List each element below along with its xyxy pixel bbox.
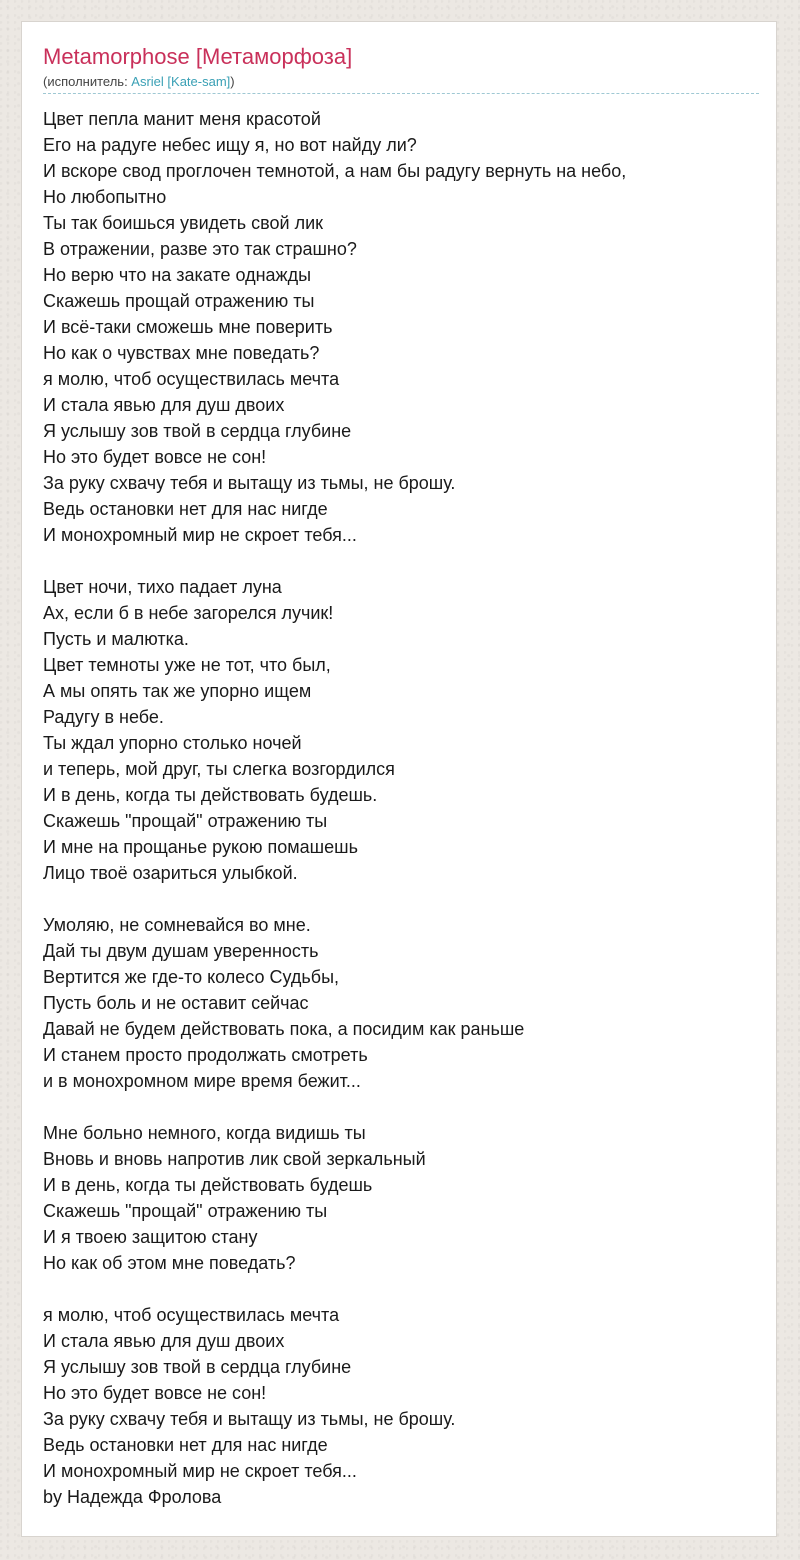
lyrics-line: Я услышу зов твой в сердца глубине (43, 421, 352, 441)
lyrics-stanza (43, 106, 759, 548)
lyrics-line: Но это будет вовсе не сон! (43, 1383, 267, 1403)
lyrics-stanza (43, 912, 759, 1094)
lyrics-line: Лицо твоё озариться улыбкой. (43, 863, 298, 883)
lyrics-line: И стала явью для душ двоих (43, 1331, 285, 1351)
lyrics-line: И в день, когда ты действовать будешь (43, 1175, 373, 1195)
lyrics-line: И вскоре свод проглочен темнотой, а нам бы радугу вернуть на небо, (43, 161, 627, 181)
lyrics-line: Скажешь "прощай" отражению ты (43, 811, 328, 831)
artist-link[interactable]: Asriel [Kate-sam] (131, 74, 231, 89)
lyrics-line: Ведь остановки нет для нас нигде (43, 1435, 328, 1455)
lyrics-line: И монохромный мир не скроет тебя... (43, 1461, 357, 1481)
lyrics-body (43, 106, 759, 1510)
lyrics-stanza (43, 1302, 759, 1510)
lyrics-line: Но любопытно (43, 187, 167, 207)
lyrics-line: Ведь остановки нет для нас нигде (43, 499, 328, 519)
lyrics-line: я молю, чтоб осуществилась мечта (43, 1305, 340, 1325)
lyrics-stanza (43, 1120, 759, 1276)
lyrics-line: Цвет темноты уже не тот, что был, (43, 655, 331, 675)
artist-line (43, 74, 235, 90)
lyrics-line: и в монохромном мире время бежит... (43, 1071, 361, 1091)
lyrics-line: И стала явью для душ двоих (43, 395, 285, 415)
lyrics-line: Цвет ночи, тихо падает луна (43, 577, 282, 597)
lyrics-line: Но верю что на закате однажды (43, 265, 312, 285)
lyrics-line: Цвет пепла манит меня красотой (43, 109, 321, 129)
lyrics-line: Ты так боишься увидеть свой лик (43, 213, 324, 233)
lyrics-line: Радугу в небе. (43, 707, 164, 727)
artist-prefix: (исполнитель: (43, 74, 132, 89)
lyrics-line: by Надежда Фролова (43, 1487, 222, 1507)
lyrics-line: За руку схвачу тебя и вытащу из тьмы, не брошу. (43, 473, 456, 493)
lyrics-card (21, 21, 777, 1537)
lyrics-stanza (43, 574, 759, 886)
lyrics-line: Давай не будем действовать пока, а посидим как раньше (43, 1019, 525, 1039)
lyrics-line: И в день, когда ты действовать будешь. (43, 785, 378, 805)
lyrics-line: Пусть боль и не оставит сейчас (43, 993, 309, 1013)
lyrics-line: Я услышу зов твой в сердца глубине (43, 1357, 352, 1377)
lyrics-line: Но это будет вовсе не сон! (43, 447, 267, 467)
lyrics-line: И мне на прощанье рукою помашешь (43, 837, 358, 857)
lyrics-line: За руку схвачу тебя и вытащу из тьмы, не брошу. (43, 1409, 456, 1429)
lyrics-line: И станем просто продолжать смотреть (43, 1045, 368, 1065)
lyrics-line: И монохромный мир не скроет тебя... (43, 525, 357, 545)
lyrics-line: Ты ждал упорно столько ночей (43, 733, 302, 753)
dashed-divider (43, 93, 759, 94)
artist-suffix: ) (230, 74, 235, 89)
lyrics-line: Ах, если б в небе загорелся лучик! (43, 603, 334, 623)
lyrics-line: Но как об этом мне поведать? (43, 1253, 296, 1273)
lyrics-line: Вновь и вновь напротив лик свой зеркальный (43, 1149, 426, 1169)
lyrics-line: Умоляю, не сомневайся во мне. (43, 915, 311, 935)
lyrics-line: Скажешь прощай отражению ты (43, 291, 315, 311)
lyrics-line: Пусть и малютка. (43, 629, 189, 649)
lyrics-line: В отражении, разве это так страшно? (43, 239, 357, 259)
lyrics-line: И всё-таки сможешь мне поверить (43, 317, 333, 337)
lyrics-line: Дай ты двум душам уверенность (43, 941, 319, 961)
lyrics-line: Но как о чувствах мне поведать? (43, 343, 320, 363)
lyrics-line: Мне больно немного, когда видишь ты (43, 1123, 366, 1143)
lyrics-line: и теперь, мой друг, ты слегка возгордился (43, 759, 395, 779)
lyrics-line: А мы опять так же упорно ищем (43, 681, 312, 701)
song-title: Metamorphose [Метаморфоза] (43, 44, 353, 69)
lyrics-line: Скажешь "прощай" отражению ты (43, 1201, 328, 1221)
lyrics-line: И я твоею защитою стану (43, 1227, 258, 1247)
lyrics-line: Вертится же где-то колесо Судьбы, (43, 967, 340, 987)
lyrics-line: Его на радуге небес ищу я, но вот найду ли? (43, 135, 417, 155)
lyrics-line: я молю, чтоб осуществилась мечта (43, 369, 340, 389)
